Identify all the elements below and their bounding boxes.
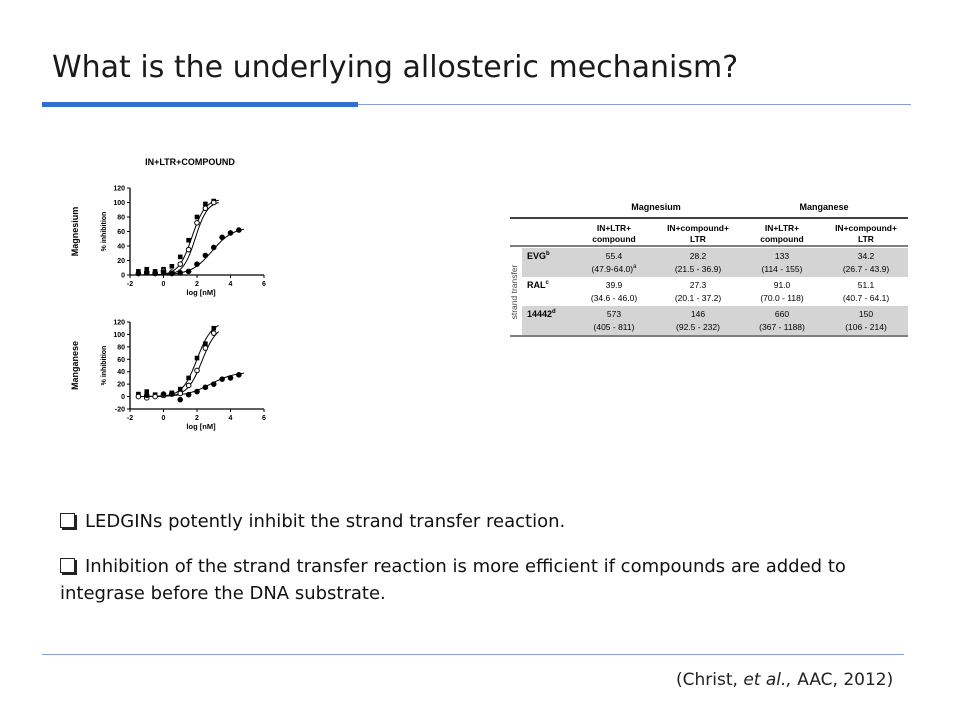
data-point [203, 206, 208, 211]
data-point [178, 397, 183, 402]
table-cell-value: 133 [774, 251, 790, 261]
x-tick-label: 2 [195, 415, 199, 422]
panel-label: Manganese [70, 340, 80, 391]
y-tick-label: 40 [117, 243, 125, 251]
table-row-footnote: b [546, 251, 550, 257]
x-tick-label: 0 [161, 415, 166, 422]
y-tick-label: 80 [117, 214, 125, 222]
data-point [178, 391, 183, 396]
table-cell-range: (21.5 - 36.9) [674, 264, 722, 274]
table-row-footnote: d [552, 309, 556, 315]
table-cell-range: $(47.9-64.0)^a$ [591, 264, 637, 274]
table-column-header: IN+compound+ [835, 223, 897, 233]
table-cell-range: (92.5 - 232) [676, 322, 720, 332]
table-cell-range: (367 - 1188) [759, 322, 805, 332]
data-point [195, 262, 200, 267]
table-column-header: IN+compound+ [667, 223, 729, 233]
data-point [186, 376, 191, 381]
bullet-text: LEDGINs potently inhibit the strand transfer reaction. [85, 511, 566, 532]
y-tick-label: 0 [121, 272, 125, 280]
table-cell-value: 573 [606, 309, 622, 319]
table-cell-value: 91.0 [773, 280, 791, 290]
y-axis-label: % inhibition [101, 211, 108, 252]
data-point [170, 271, 175, 276]
y-tick-label: -20 [114, 406, 125, 414]
table-column-header: LTR [690, 234, 706, 244]
table-cell-range: (26.7 - 43.9) [842, 264, 890, 274]
y-tick-label: 100 [113, 200, 125, 207]
table-row-label: EVG$^b$ [527, 251, 550, 261]
y-tick-label: 100 [113, 331, 125, 339]
ic50-table [505, 196, 917, 346]
table-cell-range: (20.1 - 37.2) [674, 293, 722, 303]
data-point [195, 356, 200, 361]
x-tick-label: 6 [262, 281, 266, 288]
data-point [211, 200, 216, 205]
dose-response-panel [70, 186, 266, 298]
table-cell-range: (405 - 811) [593, 322, 635, 332]
title-accent-bar [42, 102, 358, 107]
data-point [195, 221, 200, 226]
x-tick-label: 6 [262, 415, 266, 422]
table-column-header: compound [592, 234, 636, 244]
table-cell-value: 660 [774, 309, 790, 319]
figure-heading: IN+LTR+COMPOUND [145, 157, 235, 167]
table-column-header: IN+LTR+ [596, 223, 632, 233]
x-tick-label: -2 [126, 281, 134, 288]
data-point [186, 392, 191, 397]
y-tick-label: 20 [117, 258, 125, 265]
table-row-footnote: c [545, 280, 549, 286]
y-tick-label: 0 [121, 394, 125, 402]
data-point [153, 394, 158, 399]
data-point [211, 245, 216, 250]
table-cell-value: 34.2 [857, 251, 875, 261]
y-tick-label: 120 [113, 319, 125, 327]
table-cell-value: 150 [858, 309, 874, 319]
data-point [220, 377, 225, 382]
table-group-header: Magnesium [631, 202, 681, 212]
data-point [211, 326, 216, 331]
data-point [144, 271, 149, 276]
x-tick-label: 0 [161, 281, 166, 288]
data-point [195, 215, 200, 220]
slide-title: What is the underlying allosteric mechanism? [52, 50, 739, 85]
data-point [195, 389, 200, 394]
table-cell-value: 51.1 [857, 280, 875, 290]
data-point [136, 271, 141, 276]
x-axis-label: log [nM] [186, 288, 216, 297]
checkbox-bullet-icon [60, 558, 75, 573]
y-tick-label: 40 [117, 369, 125, 377]
table-column-header: IN+LTR+ [764, 223, 800, 233]
table-group-header: Manganese [799, 202, 849, 212]
data-point [144, 393, 149, 398]
data-point [211, 382, 216, 387]
data-point [153, 271, 158, 276]
data-point [203, 253, 208, 258]
table-cell-range: (34.6 - 46.0) [590, 293, 638, 303]
table-cell-value: 27.3 [689, 280, 707, 290]
x-tick-label: 2 [195, 281, 199, 288]
y-tick-label: 120 [113, 185, 125, 193]
data-point [203, 346, 208, 351]
bullet-list [60, 508, 920, 625]
data-point [237, 373, 242, 378]
table-row-label: RAL$^c$ [527, 280, 549, 290]
data-point [195, 368, 200, 373]
x-tick-label: 4 [228, 415, 233, 422]
data-point [178, 255, 183, 260]
data-point [186, 247, 191, 252]
citation-rest: AAC, 2012) [791, 670, 894, 690]
table-row-label: 14442$^d$ [527, 309, 556, 319]
citation-open: (Christ, [676, 670, 744, 690]
table-cell-value: 39.9 [605, 280, 623, 290]
data-point [203, 385, 208, 390]
data-point [237, 228, 242, 233]
table-cell-range: (114 - 155) [761, 264, 803, 274]
dose-response-panel [70, 320, 266, 432]
data-point [186, 238, 191, 243]
dose-response-figure [60, 150, 290, 440]
table-range-footnote: a [633, 264, 637, 270]
citation [676, 670, 893, 690]
bullet-text: Inhibition of the strand transfer reaction is more efficient if compounds are added to integrase before the DNA substrate. [60, 556, 846, 604]
table-cell-value: 55.4 [605, 251, 623, 261]
data-point [178, 262, 183, 267]
data-point [170, 391, 175, 396]
y-tick-label: 60 [117, 356, 125, 364]
data-point [178, 271, 183, 276]
x-axis-label: log [nM] [186, 422, 216, 431]
title-divider [358, 104, 911, 105]
y-tick-label: 60 [117, 229, 125, 236]
y-axis-label: % inhibition [101, 345, 108, 386]
table-cell-range: (40.7 - 64.1) [842, 293, 890, 303]
y-tick-label: 80 [117, 344, 125, 352]
footer-divider [42, 654, 904, 655]
data-point [220, 235, 225, 240]
x-tick-label: -2 [126, 415, 134, 422]
table-column-header: compound [760, 234, 804, 244]
table-cell-range: (70.0 - 118) [760, 293, 804, 303]
y-tick-label: 20 [117, 381, 125, 389]
data-point [228, 231, 233, 236]
table-row-group-label: strand transfer [509, 264, 519, 320]
x-tick-label: 4 [228, 281, 233, 288]
bullet-item [60, 553, 920, 607]
data-point [161, 270, 166, 275]
data-point [136, 394, 141, 399]
data-point [186, 269, 191, 274]
table-cell-value: 146 [690, 309, 706, 319]
table-cell-value: 28.2 [689, 251, 707, 261]
bullet-item [60, 508, 920, 535]
table-cell-range: (106 - 214) [845, 322, 887, 332]
fit-curve [138, 229, 244, 275]
data-point [161, 392, 166, 397]
panel-label: Magnesium [70, 206, 80, 257]
data-point [228, 376, 233, 381]
data-point [186, 383, 191, 388]
data-point [211, 331, 216, 336]
data-point [170, 264, 175, 269]
checkbox-bullet-icon [60, 513, 75, 528]
table-column-header: LTR [858, 234, 874, 244]
citation-italic: et al., [743, 670, 792, 690]
